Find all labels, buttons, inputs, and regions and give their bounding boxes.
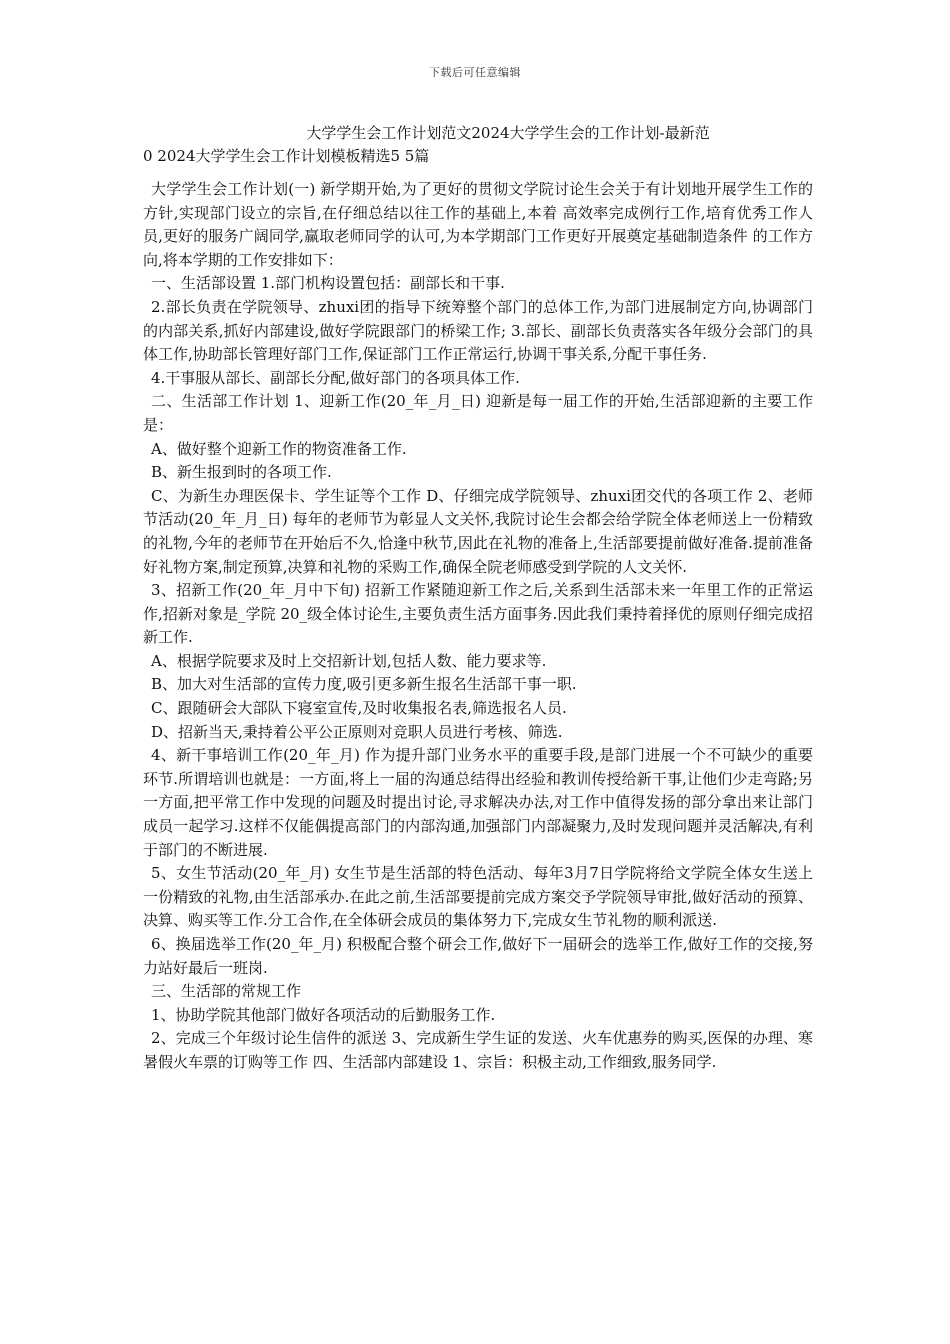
paragraph: 大学学生会工作计划(一) 新学期开始,为了更好的贯彻文学院讨论生会关于有计划地开展学生工作的方针,实现部门设立的宗旨,在仔细总结以往工作的基础上,本着 高效率完成例行工作,培育优秀工作人员,更好的服务广阔同学,赢取老师同学的认可,为本学期部门工作更好开展奠定基础制造条件 的工作方向,将本学期的工作安排如下： <box>143 180 813 269</box>
paragraph: 5、女生节活动(20_年_月) 女生节是生活部的特色活动、每年3月7日学院将给文学院全体女生送上一份精致的礼物,由生活部承办.在此之前,生活部要提前完成方案交予学院领导审批,做好活动的预算、决算、购买等工作.分工合作,在全体研会成员的集体努力下,完成女生节礼物的顺利派送. <box>143 864 813 930</box>
paragraph: 4、新干事培训工作(20_年_月) 作为提升部门业务水平的重要手段,是部门进展一个不可缺少的重要环节.所谓培训也就是：一方面,将上一届的沟通总结得出经验和教训传授给新干事,让他们少走弯路;另一方面,把平常工作中发现的问题及时提出讨论,寻求解决办法,对工作中值得发扬的部分拿出来让部门成员一起学习.这样不仅能偶提高部门的内部沟通,加强部门内部凝聚力,及时发现问题并灵活解决,有利于部门的不断进展. <box>143 746 813 859</box>
header-note: 下载后可任意编辑 <box>429 66 521 79</box>
paragraph: D、招新当天,秉持着公平公正原则对竞职人员进行考核、筛选. <box>151 722 563 741</box>
paragraph: 二、生活部工作计划 1、迎新工作(20_年_月_日) 迎新是每一届工作的开始,生活部迎新的主要工作是： <box>143 392 813 434</box>
document-title <box>143 122 813 168</box>
paragraph: A、做好整个迎新工作的物资准备工作. <box>151 439 407 458</box>
paragraph: 6、换届选举工作(20_年_月) 积极配合整个研会工作,做好下一届研会的选举工作,做好工作的交接,努力站好最后一班岗. <box>143 935 813 977</box>
paragraph: 一、生活部设置 1.部门机构设置包括：副部长和干事. <box>151 274 505 293</box>
title-line-2: 0 2024大学学生会工作计划模板精选5 5篇 <box>143 147 430 165</box>
paragraph: B、新生报到时的各项工作. <box>151 463 332 482</box>
paragraph: 2、完成三个年级讨论生信件的派送 3、完成新生学生证的发送、火车优惠券的购买,医保的办理、寒暑假火车票的订购等工作 四、生活部内部建设 1、宗旨：积极主动,工作细致,服务同学. <box>143 1029 813 1071</box>
document-body <box>143 178 813 1075</box>
paragraph: 1、协助学院其他部门做好各项活动的后勤服务工作. <box>151 1005 496 1024</box>
paragraph: A、根据学院要求及时上交招新计划,包括人数、能力要求等. <box>151 651 547 670</box>
paragraph: 3、招新工作(20_年_月中下旬) 招新工作紧随迎新工作之后,关系到生活部未来一年里工作的正常运作,招新对象是_学院 20_级全体讨论生,主要负责生活方面事务.因此我们秉持着择优的原则仔细完成招新工作. <box>143 581 813 647</box>
paragraph: B、加大对生活部的宣传力度,吸引更多新生报名生活部干事一职. <box>151 675 577 694</box>
paragraph: C、为新生办理医保卡、学生证等个工作 D、仔细完成学院领导、zhuxi团交代的各项工作 2、老师节活动(20_年_月_日) 每年的老师节为彰显人文关怀,我院讨论生会都会给学院全体老师送上一份精致的礼物,今年的老师节在开始后不久,恰逢中秋节,因此在礼物的准备上,生活部要提前做好准备.提前准备好礼物方案,制定预算,决算和礼物的采购工作,确保全院老师感受到学院的人文关怀. <box>143 486 813 576</box>
paragraph: 2.部长负责在学院领导、zhuxi团的指导下统筹整个部门的总体工作,为部门进展制定方向,协调部门的内部关系,抓好内部建设,做好学院跟部门的桥梁工作; 3.部长、副部长负责落实各年级分会部门的具体工作,协助部长管理好部门工作,保证部门工作正常运行,协调干事关系,分配干事任务. <box>143 297 813 364</box>
paragraph: 三、生活部的常规工作 <box>151 982 302 1001</box>
paragraph: C、跟随研会大部队下寝室宣传,及时收集报名表,筛选报名人员. <box>151 699 567 718</box>
title-line-1: 大学学生会工作计划范文2024大学学生会的工作计划-最新范 <box>306 124 710 142</box>
paragraph: 4.干事服从部长、副部长分配,做好部门的各项具体工作. <box>151 368 520 387</box>
